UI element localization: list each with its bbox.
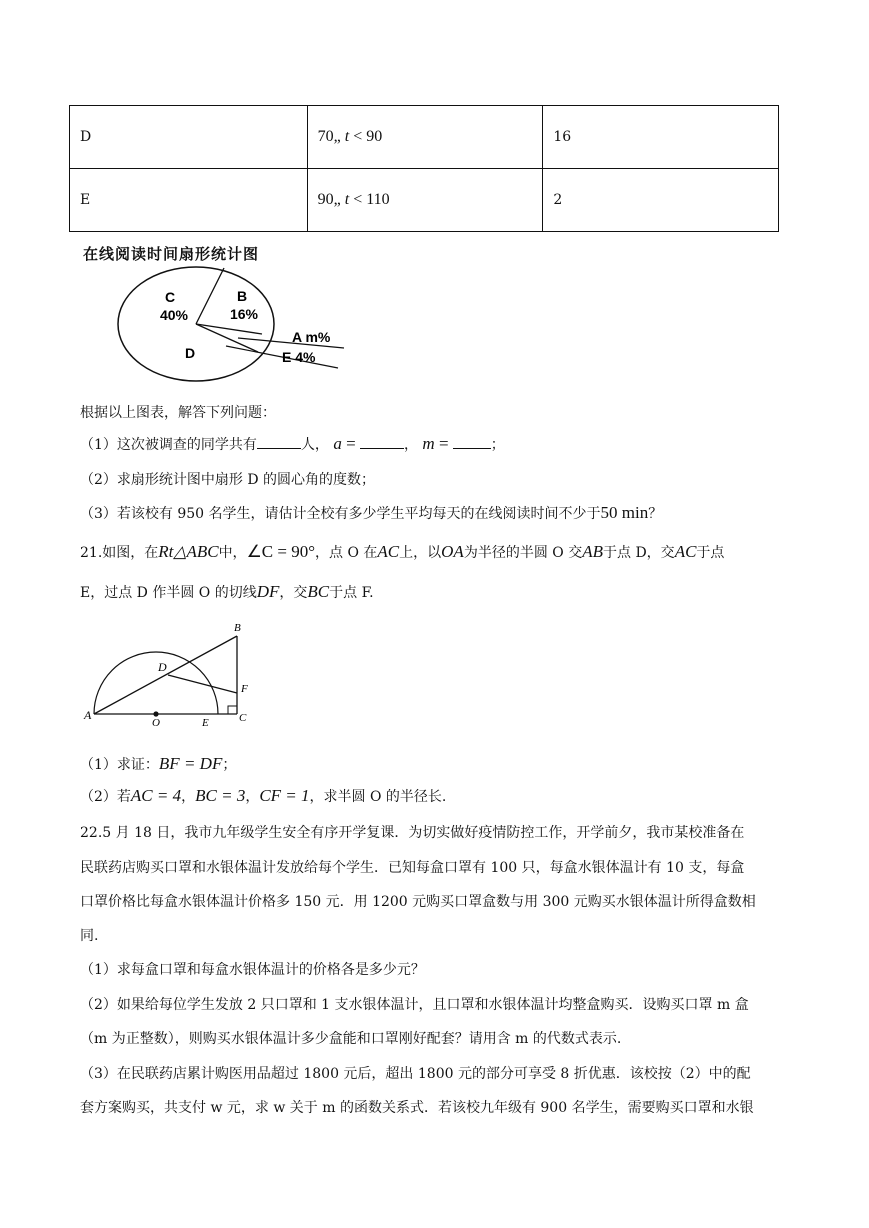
q20-part1: （1）这次被调查的同学共有 人， a = ， m = ；	[80, 434, 505, 453]
table-row	[70, 169, 779, 232]
q22-line1: 22.5 月 18 日，我市九年级学生安全有序开学复课．为切实做好疫情防控工作，开学前夕，我市某校准备在	[80, 825, 745, 841]
pie-label-e: E 4%	[282, 349, 316, 365]
range-cell: 70„ t < 90	[307, 106, 543, 169]
pie-label-b-pct: 16%	[229, 306, 259, 322]
q20-intro: 根据以上图表，解答下列问题：	[80, 405, 276, 421]
q20-part2: （2）求扇形统计图中扇形 D 的圆心角的度数；	[80, 472, 376, 488]
q22-line4: 同.	[80, 928, 99, 944]
tangent-df	[168, 675, 237, 693]
q20-part3: （3）若该校有 950 名学生，请估计全校有多少学生平均每天的在线阅读时间不少于50 min？	[80, 503, 663, 522]
count-cell: 2	[543, 169, 779, 232]
range-cell: 90„ t < 110	[307, 169, 543, 232]
frequency-table	[69, 105, 779, 232]
q22-part3-line1: （3）在民联药店累计购医用品超过 1800 元后，超出 1800 元的部分可享受 8 折优惠．该校按（2）中的配	[80, 1066, 751, 1082]
q22-part2-line1: （2）如果给每位学生发放 2 只口罩和 1 支水银体温计，且口罩和水银体温计均整盒购买．设购买口罩 m 盒	[80, 997, 749, 1013]
q22-part2-line2: （m 为正整数），则购买水银体温计多少盒能和口罩刚好配套？请用含 m 的代数式表示.	[80, 1031, 622, 1047]
group-cell: E	[70, 169, 308, 232]
label-f: F	[241, 683, 248, 695]
label-b: B	[234, 622, 241, 634]
pie-chart-title: 在线阅读时间扇形统计图	[83, 245, 260, 263]
q22-line2: 民联药店购买口罩和水银体温计发放给每个学生．已知每盒口罩有 100 只，每盒水银体温计有 10 支，每盒	[80, 860, 745, 876]
pie-label-c-pct: 40%	[159, 307, 189, 323]
center-o-dot	[153, 711, 158, 716]
group-cell: D	[70, 106, 308, 169]
count-cell: 16	[543, 106, 779, 169]
answer-blank	[453, 436, 491, 449]
q22-line3: 口罩价格比每盒水银体温计价格多 150 元．用 1200 元购买口罩盒数与用 300 元购买水银体温计所得盒数相	[80, 894, 756, 910]
segment-ab	[94, 636, 237, 714]
q21-line2: E，过点 D 作半圆 O 的切线DF，交BC于点 F.	[80, 582, 374, 601]
pie-chart	[100, 266, 360, 386]
label-c: C	[239, 712, 247, 724]
right-angle-mark	[228, 706, 237, 714]
q21-part2: （2）若AC = 4，BC = 3，CF = 1，求半圆 O 的半径长.	[80, 786, 447, 805]
q22-part3-line2: 套方案购买，共支付 w 元，求 w 关于 m 的函数关系式．若该校九年级有 900 名学生，需要购买口罩和水银	[80, 1100, 754, 1116]
pie-divider-cb	[196, 268, 224, 324]
answer-blank	[360, 436, 404, 449]
label-a: A	[84, 708, 92, 722]
label-o: O	[152, 717, 160, 727]
label-e: E	[202, 717, 209, 727]
pie-label-b-name: B	[236, 288, 248, 304]
pie-label-d-name: D	[184, 345, 196, 361]
q22-part1: （1）求每盒口罩和每盒水银体温计的价格各是多少元？	[80, 962, 425, 978]
q21-part1: （1）求证：BF = DF；	[80, 754, 237, 773]
pie-label-a: A m%	[292, 329, 331, 345]
q21-line1: 21.如图，在Rt△ABC中，∠C = 90°，点 O 在AC上，以OA为半径的半圆 O 交AB于点 D，交AC于点	[80, 542, 725, 561]
label-d: D	[158, 660, 167, 674]
table-row	[70, 106, 779, 169]
pie-label-c-name: C	[164, 289, 176, 305]
geometry-figure	[82, 622, 262, 727]
answer-blank	[257, 436, 301, 449]
